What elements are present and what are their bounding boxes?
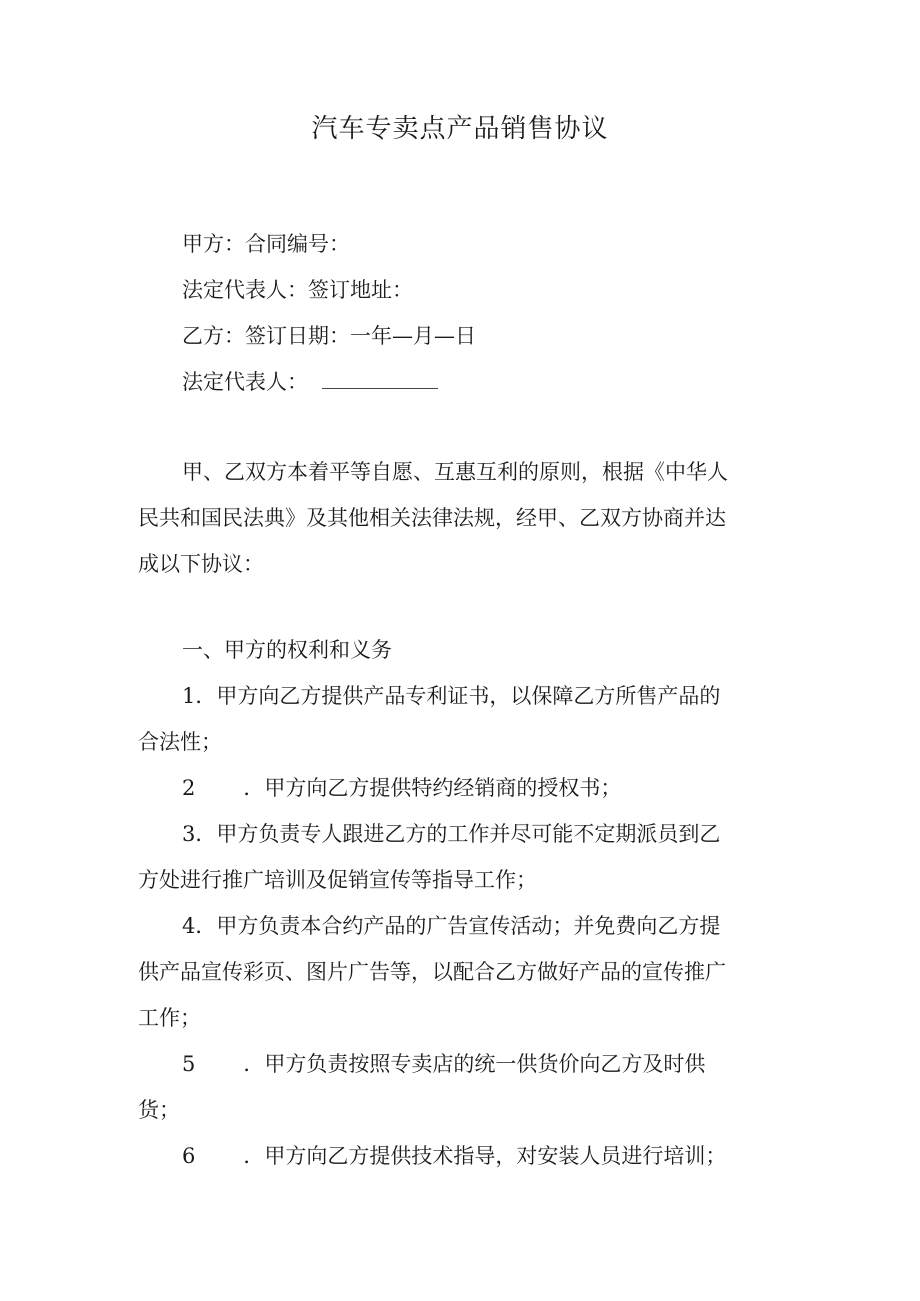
item-3-line-2: 方处进行推广培训及促销宣传等指导工作； [138, 868, 537, 892]
item-1-line-2: 合法性； [138, 730, 222, 754]
intro-line-2: 民共和国民法典》及其他相关法律法规，经甲、乙双方协商并达 [138, 506, 726, 530]
item-4-line-2: 供产品宣传彩页、图片广告等，以配合乙方做好产品的宣传推广 [138, 960, 726, 984]
item-3-line-1: 3．甲方负责专人跟进乙方的工作并尽可能不定期派员到乙 [182, 822, 721, 846]
legal-rep-a-line: 法定代表人：签订地址： [182, 278, 413, 302]
item-2-number: 2 [182, 776, 196, 800]
signature-blank [322, 370, 438, 389]
item-5-line-2: 货； [138, 1098, 180, 1122]
section-1-heading: 一、甲方的权利和义务 [182, 638, 392, 662]
document-title: 汽车专卖点产品销售协议 [311, 114, 609, 144]
item-5-text: ．甲方负责按照专卖店的统一供货价向乙方及时供 [243, 1052, 706, 1076]
party-a-line: 甲方：合同编号： [182, 232, 350, 256]
item-4-line-1: 4．甲方负责本合约产品的广告宣传活动；并免费向乙方提 [182, 914, 721, 938]
intro-line-3: 成以下协议： [138, 552, 264, 576]
item-6-number: 6 [182, 1144, 196, 1168]
party-b-line: 乙方：签订日期：一年—月—日 [182, 324, 476, 348]
item-5 [182, 1050, 705, 1078]
item-6 [182, 1142, 726, 1170]
legal-rep-b-line [182, 368, 438, 396]
item-1-line-1: 1．甲方向乙方提供产品专利证书，以保障乙方所售产品的 [182, 684, 721, 708]
item-2 [182, 774, 621, 802]
item-6-text: ．甲方向乙方提供技术指导，对安装人员进行培训； [243, 1144, 727, 1168]
item-5-number: 5 [182, 1052, 196, 1076]
legal-rep-b-label: 法定代表人： [182, 370, 308, 394]
intro-line-1: 甲、乙双方本着平等自愿、互惠互利的原则，根据《中华人 [182, 460, 728, 484]
item-4-line-3: 工作； [138, 1006, 201, 1030]
item-2-text: ．甲方向乙方提供特约经销商的授权书； [243, 776, 622, 800]
